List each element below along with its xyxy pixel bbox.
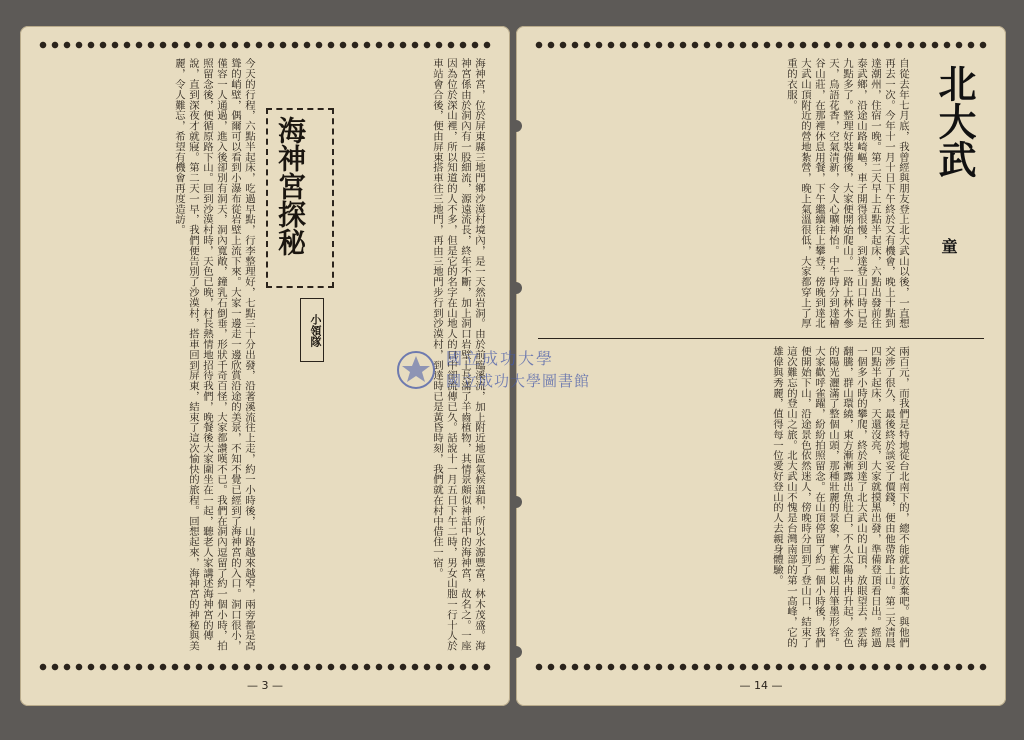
page-number: — 3 — (247, 679, 283, 692)
library-seal-icon (396, 350, 436, 390)
watermark-line2: 國立成功大學圖書館 (446, 372, 591, 390)
library-watermark (396, 346, 658, 396)
article-author: 童 (939, 238, 958, 254)
binder-hole (516, 496, 522, 508)
ornamental-border-bottom (38, 662, 492, 672)
article-title: 北大武 (932, 64, 976, 178)
ornamental-border-top (534, 40, 988, 50)
binder-hole (516, 282, 522, 294)
article-text-left-column: 今天的行程，六點半起床，吃過早點，行李整理好，七點三十分出發，沿著溪流往上走，約一小時後，山路越來越窄，兩旁都是高聳的峭壁，偶爾可以看到小瀑布從岩壁上流下來。大家一邊走一邊欣賞沿途的美景，不知不覺已經到了海神宮的入口。洞口很小，僅容一人通過，進入後卻別有洞天，洞內寬敞，鐘乳石倒垂，形狀千奇百怪，大家都讚嘆不已。我們在洞內逗留了約一個小時，拍照留念後，便循原路下山。回到沙漠村時，天色已晚，村長熱情地招待我們，晚餐後大家圍坐在一起，聽老人家講述海神宮的傳說，直到深夜才就寢。第二天一早，我們便告別了沙漠村，搭車回到屏東，結束了這次愉快的旅程。回想起來，海神宮的神秘與美麗，令人難忘，希望有機會再度造訪。 (173, 58, 255, 651)
article-text-right-column: 海神宮，位於屏東縣三地門鄉沙漠村境內，是一天然岩洞。由於前臨溪流，加上附近地區氣候溫和，所以水源豐富，林木茂盛。海神宮係由於洞內有一股細流，源遠流長，終年不斷，加上洞口岩壁上長滿了羊齒植物，其情景頗似神話中的海神宮，故名之。一座因為位於深山裡，所以知道的人不多，但是它的名字在山地人的口中卻流傳已久。話說十一月五日下午二時，男女山胞一行十人於車站會合後，便由屏東搭車往三地門，再由三地門步行到沙漠村，到達時已是黃昏時刻，我們就在村中借住一宿。 (431, 58, 485, 651)
watermark-line1: 國立成功大學 (446, 349, 555, 368)
article-text-bottom: 兩百元，而我們是特地從台北南下的，總不能就此放棄吧。與他們交涉了很久，最後終於談妥了價錢，便由他帶路上山。第二天清晨四點半起床，天還沒亮，大家就摸黑出發，準備登頂看日出。經過一個多小時的攀爬，終於到達了北大武山的山頂，放眼望去，雲海翻騰，群山環繞，東方漸漸露出魚肚白，不久太陽冉冉升起，金色的陽光灑滿了整個山頭，那種壯麗的景象，實在難以用筆墨形容。大家歡呼雀躍，紛紛拍照留念。在山頂停留了約一個小時後，我們便開始下山，沿途景色依然迷人，傍晚時分回到了登山口，結束了這次難忘的登山之旅。北大武山不愧是台灣南部的第一高峰，它的雄偉與秀麗，值得每一位愛好登山的人去親身體驗。 (771, 346, 909, 648)
article-title-box (266, 108, 334, 288)
article-title: 海神宮探秘 (274, 116, 307, 256)
divider (538, 338, 984, 339)
article-author: 小領隊 (300, 298, 324, 362)
ornamental-border-bottom (534, 662, 988, 672)
binder-hole (516, 120, 522, 132)
binder-hole (516, 646, 522, 658)
article-text-top: 自從去年七月底，我曾經與朋友登上北大武山以後，一直想再去一次。今年十一月十日下午終於又有機會，晚上十點到達潮州，住宿一晚。第二天早上五點半起床，六點出發前往泰武鄉，沿途山路崎嶇，車子開得很慢，到達登山口時已是九點多了。整理好裝備後，大家便開始爬山。一路上林木參天，鳥語花香，空氣清新，令人心曠神怡。中午時分到達檜谷山莊，在那裡休息用餐，下午繼續往上攀登，傍晚到達北大武山頂附近的營地紮營，晚上氣溫很低，大家都穿上了厚重的衣服。 (785, 58, 909, 329)
page-number: — 14 — (739, 679, 783, 692)
ornamental-border-top (38, 40, 492, 50)
